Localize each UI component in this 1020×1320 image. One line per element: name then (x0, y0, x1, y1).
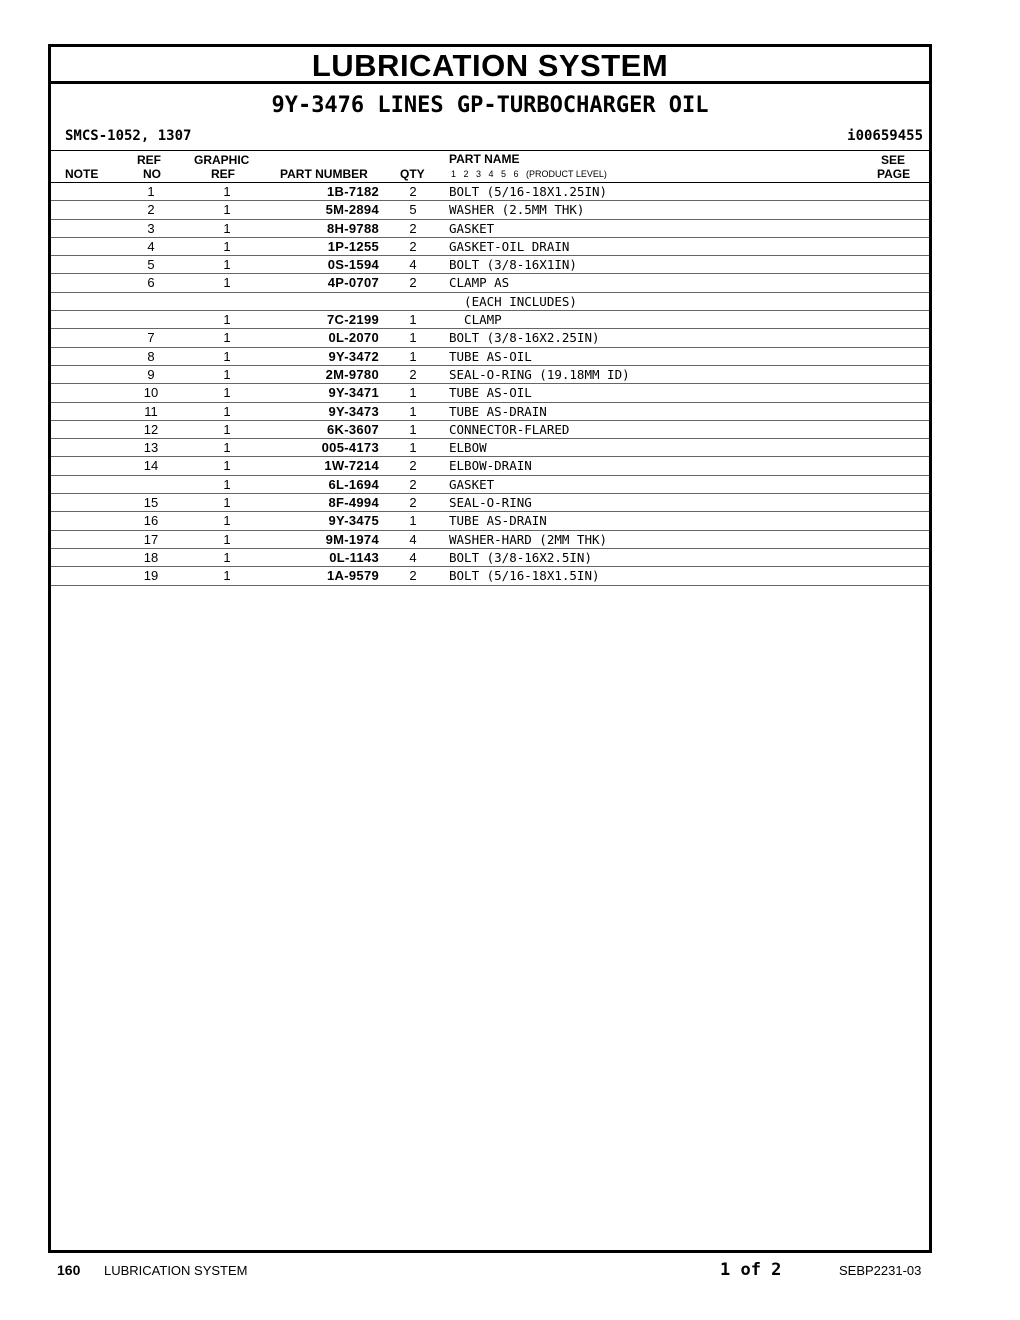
part-number: 1P-1255 (327, 238, 379, 254)
part-number: 8H-9788 (327, 220, 379, 236)
part-number: 1W-7214 (324, 458, 379, 474)
col-see-top: SEE (881, 153, 906, 167)
graphic-ref: 1 (223, 476, 231, 492)
graphic-ref: 1 (223, 184, 231, 199)
quantity: 2 (409, 220, 417, 236)
part-number: 9M-1974 (325, 531, 379, 547)
quantity: 4 (409, 531, 417, 547)
table-row (51, 220, 929, 238)
part-name: CLAMP (449, 312, 502, 328)
quantity: 1 (409, 385, 417, 401)
table-row (51, 274, 929, 292)
part-name: TUBE AS-DRAIN (449, 403, 547, 419)
part-number: 2M-9780 (325, 366, 379, 382)
ref-no: 17 (143, 531, 159, 547)
part-number: 0L-2070 (328, 330, 379, 346)
col-part-name: PART NAME (449, 152, 520, 166)
col-product-levels: 1 2 3 4 5 6 (PRODUCT LEVEL) (451, 169, 607, 179)
table-row (51, 421, 929, 439)
col-part-number: PART NUMBER (280, 167, 368, 181)
graphic-ref: 1 (223, 458, 231, 474)
quantity: 2 (409, 184, 417, 199)
part-name: GASKET (449, 476, 495, 492)
part-number: 5M-2894 (325, 202, 379, 218)
ref-no: 4 (147, 238, 155, 254)
graphic-ref: 1 (223, 330, 231, 346)
graphic-ref: 1 (223, 531, 231, 547)
part-number: 1B-7182 (327, 184, 379, 199)
ref-no: 15 (143, 495, 159, 511)
part-name: (EACH INCLUDES) (449, 293, 577, 309)
quantity: 1 (409, 421, 417, 437)
graphic-ref: 1 (223, 403, 231, 419)
part-name: GASKET (449, 220, 495, 236)
footer-page-of: 1 of 2 (720, 1260, 782, 1280)
part-number: 0S-1594 (327, 257, 379, 273)
table-row (51, 183, 929, 201)
quantity: 2 (409, 366, 417, 382)
col-ref-top: REF (137, 153, 161, 167)
quantity: 1 (409, 348, 417, 364)
table-row (51, 366, 929, 384)
table-row (51, 348, 929, 366)
graphic-ref: 1 (223, 568, 231, 584)
part-number: 6K-3607 (327, 421, 379, 437)
part-number: 005-4173 (321, 440, 379, 456)
graphic-ref: 1 (223, 312, 231, 328)
ref-no: 18 (143, 549, 159, 565)
part-number: 8F-4994 (328, 495, 379, 511)
part-name: SEAL-O-RING (19.18MM ID) (449, 366, 630, 382)
table-row (51, 238, 929, 256)
ref-no: 6 (147, 275, 155, 291)
quantity: 2 (409, 238, 417, 254)
col-ref-bottom: NO (143, 167, 161, 181)
table-row (51, 311, 929, 329)
quantity: 1 (409, 513, 417, 529)
part-name: GASKET-OIL DRAIN (449, 238, 570, 254)
part-number: 6L-1694 (328, 476, 379, 492)
col-qty: QTY (400, 167, 425, 181)
graphic-ref: 1 (223, 495, 231, 511)
table-row (51, 256, 929, 274)
part-name: CLAMP AS (449, 275, 510, 291)
ref-no: 2 (147, 202, 155, 218)
ref-no: 3 (147, 220, 155, 236)
part-name: BOLT (5/16-18X1.25IN) (449, 184, 608, 199)
quantity: 4 (409, 549, 417, 565)
part-name: CONNECTOR-FLARED (449, 421, 570, 437)
col-graphic-bottom: REF (211, 167, 235, 181)
footer-doc-id: SEBP2231-03 (839, 1263, 922, 1278)
parts-list-frame (48, 44, 932, 1253)
table-row (51, 531, 929, 549)
part-number: 9Y-3473 (328, 403, 379, 419)
part-name: BOLT (5/16-18X1.5IN) (449, 568, 600, 584)
part-name: TUBE AS-DRAIN (449, 513, 547, 529)
ref-no: 9 (147, 366, 155, 382)
graphic-ref: 1 (223, 238, 231, 254)
graphic-ref: 1 (223, 421, 231, 437)
parts-table-body (51, 183, 929, 586)
part-name: WASHER (2.5MM THK) (449, 202, 585, 218)
ref-no: 1 (147, 184, 155, 199)
graphic-ref: 1 (223, 385, 231, 401)
quantity: 2 (409, 476, 417, 492)
graphic-ref: 1 (223, 513, 231, 529)
quantity: 1 (409, 403, 417, 419)
ref-no: 13 (143, 440, 159, 456)
ref-no: 10 (143, 385, 159, 401)
table-row (51, 494, 929, 512)
table-row (51, 201, 929, 219)
ref-no: 12 (143, 421, 159, 437)
meta-line (51, 124, 929, 150)
quantity: 1 (409, 312, 417, 328)
part-name: ELBOW-DRAIN (449, 458, 532, 474)
part-name: WASHER-HARD (2MM THK) (449, 531, 608, 547)
graphic-ref: 1 (223, 366, 231, 382)
part-name: ELBOW (449, 440, 487, 456)
quantity: 5 (409, 202, 417, 218)
graphic-ref: 1 (223, 549, 231, 565)
ref-no: 11 (144, 403, 158, 419)
part-name: BOLT (3/8-16X2.5IN) (449, 549, 592, 565)
part-name: BOLT (3/8-16X2.25IN) (449, 330, 600, 346)
ref-no: 8 (147, 348, 155, 364)
graphic-ref: 1 (223, 348, 231, 364)
part-number: 9Y-3471 (328, 385, 379, 401)
table-row (51, 403, 929, 421)
part-name: TUBE AS-OIL (449, 348, 532, 364)
col-see-bottom: PAGE (877, 167, 911, 181)
quantity: 2 (409, 568, 417, 584)
table-row (51, 293, 929, 311)
graphic-ref: 1 (223, 440, 231, 456)
page-footer (0, 1260, 1020, 1284)
quantity: 2 (409, 495, 417, 511)
table-row (51, 549, 929, 567)
ref-no: 5 (147, 257, 155, 273)
group-title: 9Y-3476 LINES GP-TURBOCHARGER OIL (271, 93, 709, 118)
part-number: 9Y-3475 (328, 513, 379, 529)
table-row (51, 476, 929, 494)
illustration-id: i00659455 (847, 128, 923, 144)
table-row (51, 512, 929, 530)
graphic-ref: 1 (223, 202, 231, 218)
col-note: NOTE (65, 167, 99, 181)
graphic-ref: 1 (223, 257, 231, 273)
table-row (51, 567, 929, 585)
page-title: LUBRICATION SYSTEM (51, 47, 929, 84)
part-number: 1A-9579 (327, 568, 379, 584)
ref-no: 19 (143, 568, 159, 584)
table-row (51, 329, 929, 347)
table-row (51, 457, 929, 475)
table-row (51, 439, 929, 457)
quantity: 2 (409, 275, 417, 291)
part-number: 7C-2199 (327, 312, 379, 328)
footer-page-number: 160 (57, 1262, 81, 1278)
part-number: 4P-0707 (327, 275, 379, 291)
col-graphic-top: GRAPHIC (194, 153, 250, 167)
part-name: SEAL-O-RING (449, 495, 532, 511)
part-number: 0L-1143 (329, 549, 379, 565)
quantity: 4 (409, 257, 417, 273)
table-header (51, 150, 929, 183)
part-number: 9Y-3472 (328, 348, 379, 364)
ref-no: 7 (147, 330, 155, 346)
smcs-code: SMCS-1052, 1307 (65, 128, 192, 144)
table-row (51, 384, 929, 402)
part-name: TUBE AS-OIL (449, 385, 532, 401)
footer-section: LUBRICATION SYSTEM (104, 1263, 248, 1278)
graphic-ref: 1 (223, 275, 231, 291)
quantity: 1 (409, 440, 417, 456)
ref-no: 16 (143, 513, 159, 529)
part-name: BOLT (3/8-16X1IN) (449, 257, 577, 273)
ref-no: 14 (143, 458, 159, 474)
graphic-ref: 1 (223, 220, 231, 236)
quantity: 2 (409, 458, 417, 474)
quantity: 1 (409, 330, 417, 346)
